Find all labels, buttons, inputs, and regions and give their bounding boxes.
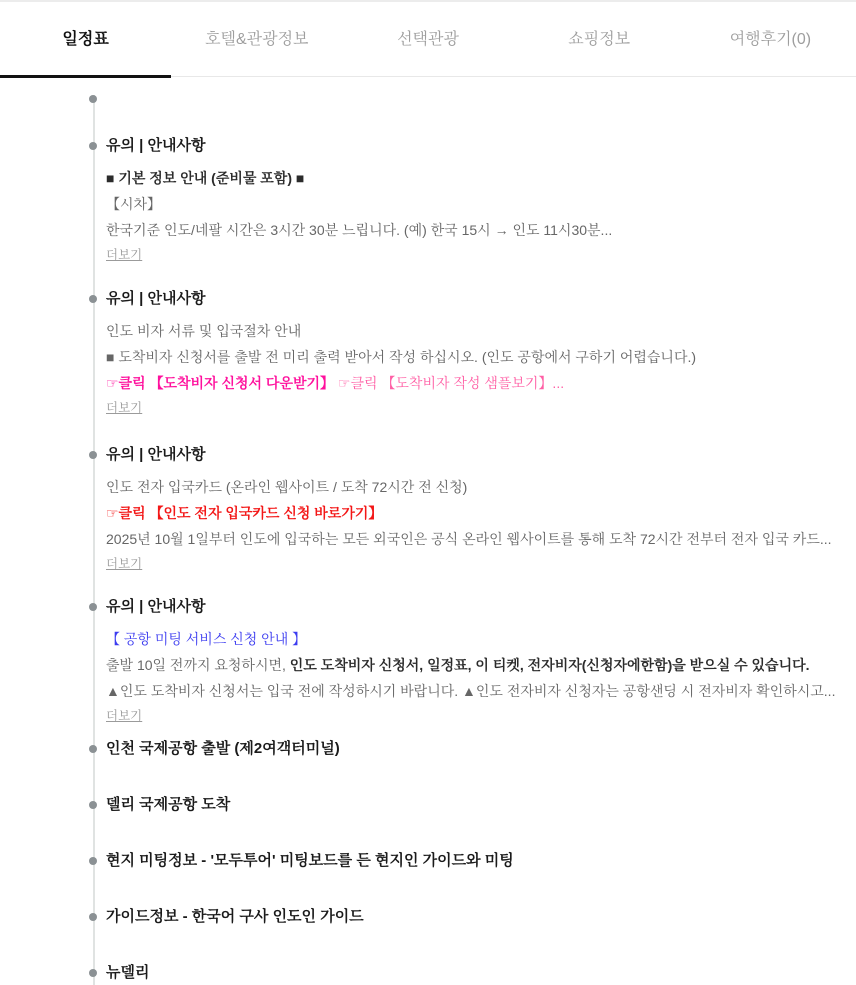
timeline-dot [89,142,97,150]
event-title: 인천 국제공항 출발 (제2여객터미널) [106,740,340,757]
more-button[interactable]: 더보기 [106,706,142,724]
event-title: 가이드정보 - 한국어 구사 인도인 가이드 [106,908,364,925]
timeline-dot [89,801,97,809]
more-button[interactable]: 더보기 [106,398,142,416]
event-title: 델리 국제공항 도착 [106,796,231,813]
tab-itinerary[interactable]: 일정표 [0,2,171,76]
visa-sample-view-link[interactable]: ☞클릭 【도착비자 작성 샘플보기】... [337,375,565,391]
airport-meeting-heading: 【 공항 미팅 서비스 신청 안내 】 [106,631,307,647]
tab-shopping-info[interactable]: 쇼핑정보 [568,31,631,48]
more-button[interactable]: 더보기 [106,245,142,263]
notice-subheading: 【시차】 [106,196,162,212]
notice-line: ▲인도 도착비자 신청서는 입국 전에 작성하시기 바랍니다. ▲인도 전자비자 신청자는 공항샌딩 시 전자비자 확인하시고... [106,683,836,699]
timeline-dot [89,969,97,977]
notice-line-bold: 인도 도착비자 신청서, 일정표, 이 티켓, 전자비자(신청자에한함)을 받으실 수 있습니다. [289,657,810,673]
notice-title: 유의 | 안내사항 [106,137,206,154]
tab-reviews[interactable]: 여행후기(0) [729,31,812,48]
notice-line: 인도 비자 서류 및 입국절차 안내 [106,323,302,339]
notice-line-prefix: 출발 10일 전까지 요청하시면, [106,657,290,673]
event-delhi-arrival [0,795,856,815]
more-button[interactable]: 더보기 [106,554,142,572]
tab-optional-tour[interactable]: 선택관광 [397,31,459,48]
notice-section-visa-docs [0,289,856,416]
notice-section-e-arrival-card [0,445,856,572]
notice-title: 유의 | 안내사항 [106,598,206,615]
tab-hotel-info[interactable]: 호텔&관광정보 [205,31,309,48]
timeline-dot [89,451,97,459]
event-title: 뉴델리 [106,964,150,981]
event-local-meeting-info [0,851,856,871]
tab-bar [0,0,856,77]
timeline-dot [89,745,97,753]
event-title: 현지 미팅정보 - '모두투어' 미팅보드를 든 현지인 가이드와 미팅 [106,852,514,869]
event-guide-info [0,907,856,927]
notice-title: 유의 | 안내사항 [106,290,206,307]
timeline-dot [89,295,97,303]
itinerary-timeline [0,95,856,983]
notice-section-basic-info [0,136,856,263]
notice-line: ■ 도착비자 신청서를 출발 전 미리 출력 받아서 작성 하십시오. (인도 공항에서 구하기 어렵습니다.) [106,349,697,365]
notice-section-airport-meeting [0,597,856,724]
notice-title: 유의 | 안내사항 [106,446,206,463]
notice-line: 인도 전자 입국카드 (온라인 웹사이트 / 도착 72시간 전 신청) [106,479,468,495]
visa-form-download-link[interactable]: ☞클릭 【도착비자 신청서 다운받기】 [106,375,335,391]
notice-heading: ■ 기본 정보 안내 (준비물 포함) ■ [106,170,305,186]
notice-body: 한국기준 인도/네팔 시간은 3시간 30분 느립니다. (예) 한국 15시 → 인도 11시30분... [106,222,613,238]
timeline-dot [89,857,97,865]
e-arrival-card-apply-link[interactable]: ☞클릭 【인도 전자 입국카드 신청 바로가기】 [106,505,383,521]
timeline-dot [89,603,97,611]
timeline-node-start [0,95,856,103]
timeline-dot [89,913,97,921]
timeline-dot [89,95,97,103]
notice-body: 2025년 10월 1일부터 인도에 입국하는 모든 외국인은 공식 온라인 웹사이트를 통해 도착 72시간 전부터 전자 입국 카드... [106,531,832,547]
event-new-delhi [0,963,856,983]
event-incheon-departure [0,739,856,759]
